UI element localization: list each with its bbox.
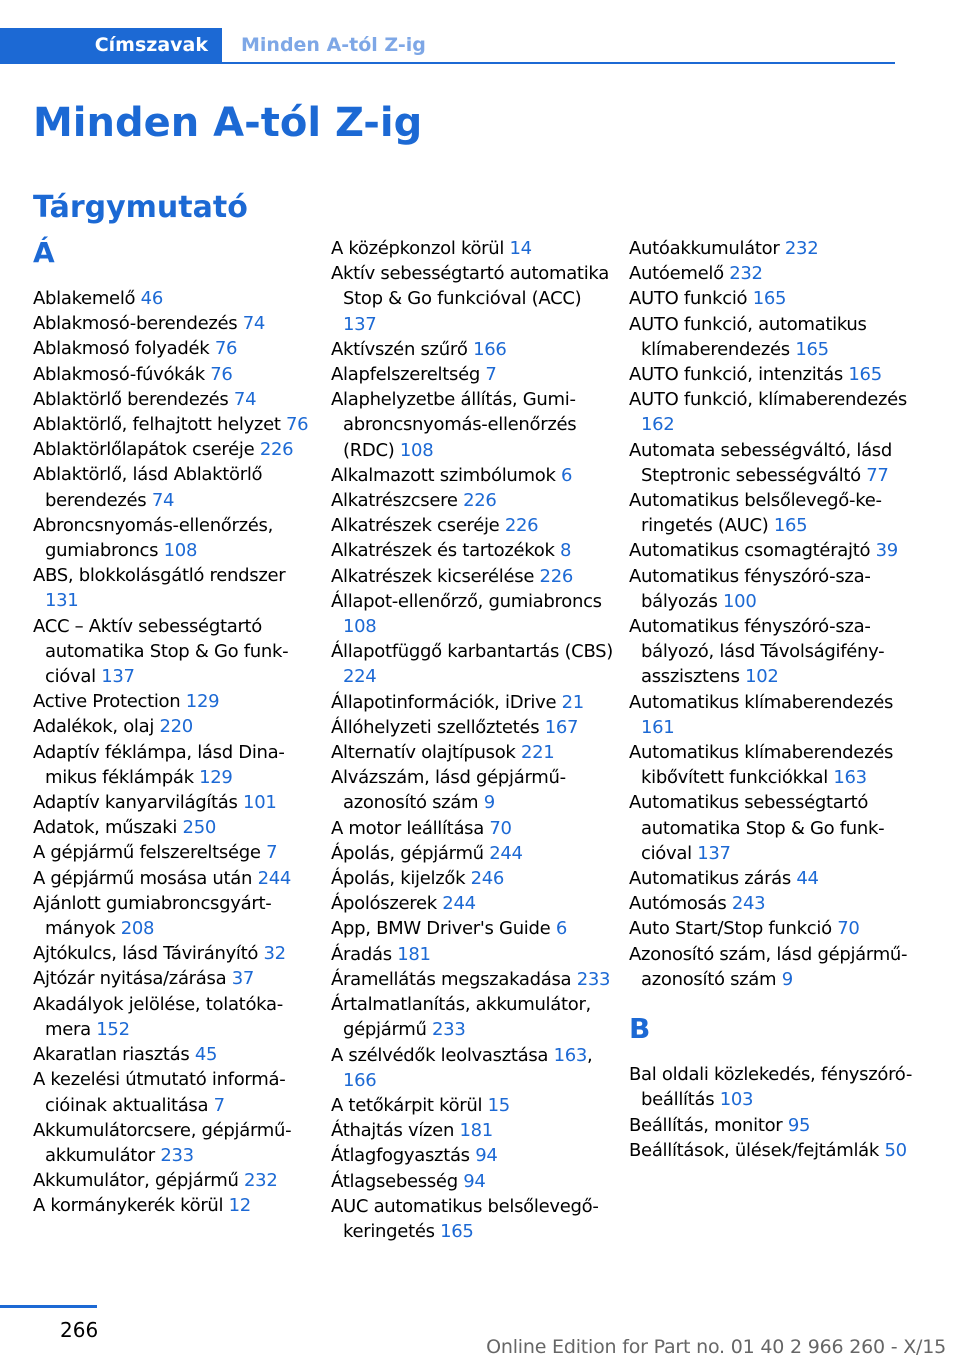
index-entry	[629, 312, 919, 362]
index-letter-heading: B	[629, 1012, 651, 1046]
index-column-3	[629, 236, 919, 1163]
index-entry-text: A középkonzol körül	[331, 238, 510, 259]
index-entry-text: Állapotinformációk, iDrive	[331, 691, 562, 713]
page-number: 266	[60, 1318, 99, 1342]
page-ref-link[interactable]: 74	[242, 313, 266, 335]
index-entry-text: Átlagsebesség	[331, 1170, 464, 1192]
index-entry	[33, 563, 319, 613]
page-ref-link[interactable]: 232	[729, 263, 763, 285]
index-entry	[629, 488, 919, 538]
index-entry	[331, 916, 617, 941]
index-entry	[33, 412, 319, 437]
index-entry-text: Áthajtás vízen	[331, 1120, 460, 1142]
page-ref-link[interactable]: 232	[244, 1170, 278, 1192]
index-entry-text: AUTO funkció	[629, 288, 753, 310]
index-entry-text: A kormánykerék körül	[33, 1195, 229, 1217]
index-entry	[33, 992, 319, 1042]
index-entry	[33, 714, 319, 739]
index-entry-text: Automatikus fényszóró-szabályozó, lásd Távolságifény-asszisztens	[629, 616, 885, 688]
index-entry-text: Beállítások, ülések/fejtámlák	[629, 1139, 885, 1161]
index-entry	[33, 311, 319, 336]
index-entry-text: Aktív sebességtartó automatika Stop & Go funkcióval (ACC)	[331, 263, 609, 310]
index-entry-text: Ártalmatlanítás, akkumulátor, gépjármű	[331, 994, 591, 1041]
index-entry	[331, 1118, 617, 1143]
page-ref-link[interactable]: 244	[442, 893, 476, 915]
index-entry	[331, 992, 617, 1042]
index-entry	[629, 261, 919, 286]
index-entry	[331, 1143, 617, 1168]
index-entry: A szélvédők leolvasztása 163, 166	[331, 1044, 593, 1091]
index-entry	[629, 790, 919, 866]
page-ref-link[interactable]: 108	[163, 540, 198, 562]
page-ref-link[interactable]: 250	[182, 817, 217, 839]
index-entry-text: Automatikus klímaberendezés kibővített funkciókkal	[629, 742, 894, 789]
index-entry	[331, 942, 617, 967]
index-entry-text: AUTO funkció, intenzitás	[629, 364, 849, 386]
page-ref-link[interactable]: 129	[199, 766, 233, 788]
page-ref-link[interactable]: 137	[343, 313, 377, 335]
index-entry-text: Alapfelszereltség	[331, 364, 486, 386]
index-entry	[629, 740, 919, 790]
page-ref-link[interactable]: 165	[795, 338, 829, 360]
index-entry	[331, 639, 617, 689]
index-entry-text: Állóhelyzeti szellőztetés	[331, 716, 545, 738]
index-entry-text: A gépjármű mosása után	[33, 867, 258, 889]
page-ref-link[interactable]: 6	[555, 918, 567, 940]
tab-cimszavak[interactable]: Címszavak	[0, 28, 222, 62]
index-entry-text: Ablaktörlő berendezés	[33, 388, 234, 410]
index-entry	[331, 362, 617, 387]
page-ref-link[interactable]: 76	[210, 363, 233, 385]
page-ref-link[interactable]: 137	[697, 842, 731, 864]
index-entry-text: Automatikus klímaberendezés	[629, 691, 894, 713]
page-ref-link[interactable]: 221	[520, 742, 555, 764]
index-entry-text: Alkatrészek kicserélése	[331, 565, 540, 587]
index-entry	[331, 816, 617, 841]
index-entry-text: Beállítás, monitor	[629, 1114, 788, 1136]
index-entry	[33, 941, 319, 966]
index-entry-text: Abroncsnyomás-ellenőrzés, gumiabroncs	[33, 514, 274, 562]
index-entry-text: AUC automatikus belsőlevegő-keringetés	[331, 1195, 599, 1242]
index-entry-text: Autómosás	[629, 893, 732, 915]
page-ref-link[interactable]: 161	[641, 716, 675, 738]
index-entry	[331, 715, 617, 740]
page-ref-link[interactable]: 108	[343, 616, 377, 638]
page-ref-link[interactable]: 45	[194, 1044, 218, 1066]
page-ref-link[interactable]: 226	[539, 565, 574, 587]
page-ref-link[interactable]: 165	[440, 1220, 474, 1242]
index-entry	[629, 564, 919, 614]
index-entry-text: A szélvédők leolvasztása	[331, 1044, 554, 1066]
index-entry-text: Automata sebességváltó, lásd Steptronic sebességváltó	[629, 439, 893, 486]
page-ref-link[interactable]: 233	[432, 1019, 466, 1041]
page-ref-link[interactable]: 220	[159, 716, 193, 738]
page-ref-link[interactable]: 181	[459, 1120, 493, 1142]
index-entry	[33, 740, 319, 790]
page-ref-link[interactable]: 32	[263, 943, 286, 965]
index-entry	[629, 236, 919, 261]
index-entry	[629, 362, 919, 387]
index-entry	[331, 765, 617, 815]
section-title: Tárgymutató	[33, 190, 248, 225]
index-entry-text: AUTO funkció, klímaberendezés	[629, 389, 907, 411]
index-entry-text: Ablaktörlő, felhajtott helyzet	[33, 414, 287, 436]
index-entry-text: Ajánlott gumiabroncsgyártmányok	[33, 892, 272, 940]
index-entry	[33, 790, 319, 815]
index-entry-text: Ápolószerek	[331, 893, 443, 915]
index-entry	[331, 841, 617, 866]
page-ref-link[interactable]: 46	[140, 288, 163, 309]
page-ref-link[interactable]: 129	[185, 691, 220, 713]
index-entry	[629, 1062, 919, 1112]
index-entry-text: Alvázszám, lásd gépjármű-azonosító szám	[331, 767, 566, 814]
index-entry-text: A gépjármű felszereltsége	[33, 842, 267, 864]
index-entry	[33, 866, 319, 891]
index-entry-text: AUTO funkció, automatikus klímaberendezés	[629, 313, 867, 360]
index-letter-heading: Á	[33, 236, 55, 269]
page-ref-link[interactable]: 21	[561, 691, 584, 713]
index-entry	[33, 1067, 319, 1117]
index-entry-text: Autóakkumulátor	[629, 238, 785, 259]
index-entry	[331, 891, 617, 916]
index-entry	[331, 967, 617, 992]
page-ref-link[interactable]: 108	[399, 439, 434, 461]
index-entry-text: A kezelési útmutató információinak aktualitása	[33, 1069, 286, 1116]
index-entry	[331, 564, 617, 589]
page-ref-link[interactable]: 101	[243, 792, 277, 814]
header-bar	[0, 28, 895, 64]
index-entry	[331, 740, 617, 765]
page-ref-link[interactable]: 243	[731, 893, 766, 915]
page-ref-link[interactable]: 165	[848, 364, 882, 386]
page-ref-link[interactable]: 6	[561, 464, 573, 486]
index-entry-text: Ápolás, gépjármű	[331, 842, 490, 864]
index-entry-text: Akadályok jelölése, tolatókamera	[33, 993, 284, 1040]
index-entry-text: Azonosító szám, lásd gépjármű-azonosító szám	[629, 943, 908, 990]
index-entry-text: Ápolás, kijelzők	[331, 868, 471, 890]
index-entry-text: Alternatív olajtípusok	[331, 742, 521, 764]
index-entry-text: A tetőkárpit körül	[331, 1094, 488, 1116]
index-entry	[629, 614, 919, 690]
index-entry	[33, 689, 319, 714]
index-entry	[33, 1193, 319, 1218]
page-ref-link[interactable]: 246	[470, 868, 505, 890]
index-entry	[33, 462, 319, 512]
index-entry-text: Auto Start/Stop funkció	[629, 918, 838, 940]
page-ref-link[interactable]: 163	[553, 1044, 588, 1066]
index-entry	[629, 438, 919, 488]
index-entry	[331, 1093, 617, 1118]
index-entry-text: Ajtózár nyitása/zárása	[33, 968, 232, 990]
page-ref-link[interactable]: 70	[837, 918, 860, 940]
page-ref-link[interactable]: 233	[576, 968, 611, 990]
page-ref-link[interactable]: 14	[509, 238, 532, 259]
page-ref-link[interactable]: 226	[259, 439, 294, 461]
index-entry	[33, 891, 319, 941]
index-entry-text: Akkumulátor, gépjármű	[33, 1170, 245, 1192]
index-entry-text: A motor leállítása	[331, 817, 490, 839]
index-entry	[629, 866, 919, 891]
index-entry-text: Állapotfüggő karbantartás (CBS)	[331, 641, 614, 663]
index-entry-text: App, BMW Driver's Guide	[331, 918, 556, 940]
page-ref-link[interactable]: 7	[485, 364, 497, 386]
index-entry-text: Ablaktörlőlapátok cseréje	[33, 439, 260, 461]
page-ref-link[interactable]: 163	[833, 767, 867, 789]
index-entry	[33, 815, 319, 840]
index-entry-text: Adaptív kanyarvilágítás	[33, 792, 244, 814]
page-ref-link[interactable]: 15	[487, 1094, 510, 1116]
index-entry-text: Adaptív féklámpa, lásd Dinamikus féklámpák	[33, 741, 285, 788]
index-column-2	[331, 236, 617, 1244]
index-entry	[629, 387, 919, 437]
page-ref-link[interactable]: 76	[214, 338, 238, 360]
index-entry-text: Ablakemelő	[33, 288, 141, 309]
index-entry	[331, 337, 617, 362]
page-ref-link[interactable]: 244	[489, 842, 523, 864]
index-entry	[33, 513, 319, 563]
page-ref-link[interactable]: 8	[560, 540, 572, 562]
page-ref-link[interactable]: 9	[483, 792, 495, 814]
page-ref-link[interactable]: 95	[787, 1114, 811, 1136]
index-entry	[629, 1138, 919, 1163]
page-ref-link[interactable]: 100	[723, 590, 757, 612]
index-entry-text: ABS, blokkolásgátló rendszer	[33, 565, 286, 587]
index-entry	[33, 614, 319, 690]
index-entry-text: Alkatrészek és tartozékok	[331, 540, 561, 562]
page-ref-link[interactable]: 166	[343, 1069, 377, 1091]
page-ref-link[interactable]: 244	[257, 867, 292, 889]
page-ref-link[interactable]: 94	[475, 1145, 498, 1167]
index-entry	[629, 538, 919, 563]
page-ref-link[interactable]: 50	[884, 1139, 907, 1161]
tab-minden-a-tol-z-ig[interactable]: Minden A-tól Z-ig	[241, 34, 426, 56]
index-entry-text: Áradás	[331, 943, 398, 965]
index-entry-text: Akkumulátorcsere, gépjárműakkumulátor	[33, 1119, 292, 1166]
index-entry	[331, 690, 617, 715]
index-entry-text: Ablaktörlő, lásd Ablaktörlő berendezés	[33, 464, 263, 511]
index-entry-text: Automatikus zárás	[629, 868, 797, 890]
page-ref-link[interactable]: 226	[463, 490, 497, 512]
page-ref-link[interactable]: 224	[343, 666, 377, 688]
index-entry	[331, 1169, 617, 1194]
index-entry	[33, 286, 319, 311]
page-ref-link[interactable]: 74	[233, 388, 257, 410]
index-entry	[331, 866, 617, 891]
index-entry	[629, 690, 919, 740]
page-ref-link[interactable]: 152	[96, 1018, 130, 1040]
index-entry-text: Adatok, műszaki	[33, 817, 183, 839]
page-ref-link[interactable]: 226	[504, 515, 539, 537]
index-entry	[33, 336, 319, 361]
page-ref-link[interactable]: 165	[752, 288, 787, 310]
index-entry-text: Aktívszén szűrő	[331, 338, 474, 360]
page-ref-link[interactable]: 131	[45, 590, 79, 612]
index-entry-text: Automatikus fényszóró-szabályozás	[629, 565, 871, 612]
index-entry	[331, 538, 617, 563]
index-entry-text: Automatikus belsőlevegő-keringetés (AUC)	[629, 490, 882, 537]
page-ref-link[interactable]: 208	[120, 918, 155, 940]
index-entry-text: Alaphelyzetbe állítás, Gumiabroncsnyomás-ellenőrzés (RDC)	[331, 389, 577, 461]
page-ref-link[interactable]: 70	[489, 817, 512, 839]
index-entry-text: Adalékok, olaj	[33, 716, 160, 738]
page-ref-link[interactable]: 74	[151, 489, 175, 511]
page-ref-link[interactable]: 181	[397, 943, 431, 965]
index-entry	[331, 463, 617, 488]
index-entry-text: Alkatrészek cseréje	[331, 515, 505, 537]
index-entry	[331, 261, 617, 337]
index-entry-text: Akaratlan riasztás	[33, 1044, 195, 1066]
index-entry	[331, 513, 617, 538]
page-ref-link[interactable]: 9	[781, 968, 793, 990]
index-entry	[629, 891, 919, 916]
index-entry-text: ACC – Aktív sebességtartó automatika Stop & Go funkcióval	[33, 615, 289, 688]
page-ref-link[interactable]: 165	[773, 515, 808, 537]
index-entry	[629, 942, 919, 992]
index-entry	[33, 966, 319, 991]
edition-note: Online Edition for Part no. 01 40 2 966 260 - X/15	[486, 1336, 946, 1358]
index-entry	[331, 236, 617, 261]
page-ref-link[interactable]: 7	[213, 1094, 225, 1116]
page-ref-link[interactable]: 166	[473, 338, 507, 360]
index-entry	[33, 1042, 319, 1067]
index-entry	[331, 589, 617, 639]
index-entry-text: Bal oldali közlekedés, fényszóró-beállítás	[629, 1064, 913, 1111]
index-entry	[629, 1113, 919, 1138]
page-ref-link[interactable]: 233	[160, 1144, 194, 1166]
index-column-1	[33, 236, 319, 1219]
page-ref-link[interactable]: 94	[463, 1170, 486, 1192]
index-entry-text: Ablakmosó-berendezés	[33, 313, 243, 335]
page-ref-link[interactable]: 167	[544, 716, 579, 738]
index-entry	[331, 387, 617, 463]
page-ref-link[interactable]: 162	[641, 414, 675, 436]
page-ref-link[interactable]: 39	[875, 540, 898, 562]
index-entry	[33, 437, 319, 462]
index-entry	[629, 916, 919, 941]
page-ref-link[interactable]: 137	[101, 666, 135, 688]
page-ref-link[interactable]: 77	[866, 464, 889, 486]
page-ref-link[interactable]: 7	[266, 842, 278, 864]
index-entry	[331, 488, 617, 513]
index-entry-text: Autóemelő	[629, 263, 730, 285]
index-entry	[33, 1118, 319, 1168]
index-entry-text: Active Protection	[33, 691, 186, 713]
index-entry-text: Ablakmosó folyadék	[33, 338, 215, 360]
index-entry	[33, 387, 319, 412]
index-entry-text: Átlagfogyasztás	[331, 1145, 476, 1167]
index-entry-text: Állapot-ellenőrző, gumiabroncs	[331, 590, 602, 612]
page-ref-link[interactable]: 102	[745, 666, 779, 688]
page-ref-link[interactable]: 232	[784, 238, 819, 259]
index-entry	[331, 1194, 617, 1244]
footer-rule	[0, 1305, 97, 1308]
index-entry-text: Automatikus csomagtérajtó	[629, 540, 876, 562]
index-entry-text: Ablakmosó-fúvókák	[33, 363, 211, 385]
page-ref-link[interactable]: 12	[228, 1195, 251, 1217]
page-title: Minden A-tól Z-ig	[33, 100, 423, 146]
index-entry	[629, 286, 919, 311]
page-ref-link[interactable]: 44	[796, 868, 819, 890]
page-ref-link[interactable]: 76	[286, 414, 309, 436]
index-entry-text: Áramellátás megszakadása	[331, 968, 577, 990]
page-ref-link[interactable]: 103	[719, 1089, 754, 1111]
index-entry-text: Automatikus sebességtartó automatika Stop & Go funkcióval	[629, 792, 885, 864]
index-entry-text: Ajtókulcs, lásd Távirányító	[33, 943, 264, 965]
index-entry	[33, 1168, 319, 1193]
page-ref-link[interactable]: 37	[231, 968, 255, 990]
index-entry	[33, 840, 319, 865]
index-entry	[33, 362, 319, 387]
index-entry-text: Alkatrészcsere	[331, 490, 464, 512]
index-entry-text: Alkalmazott szimbólumok	[331, 464, 562, 486]
